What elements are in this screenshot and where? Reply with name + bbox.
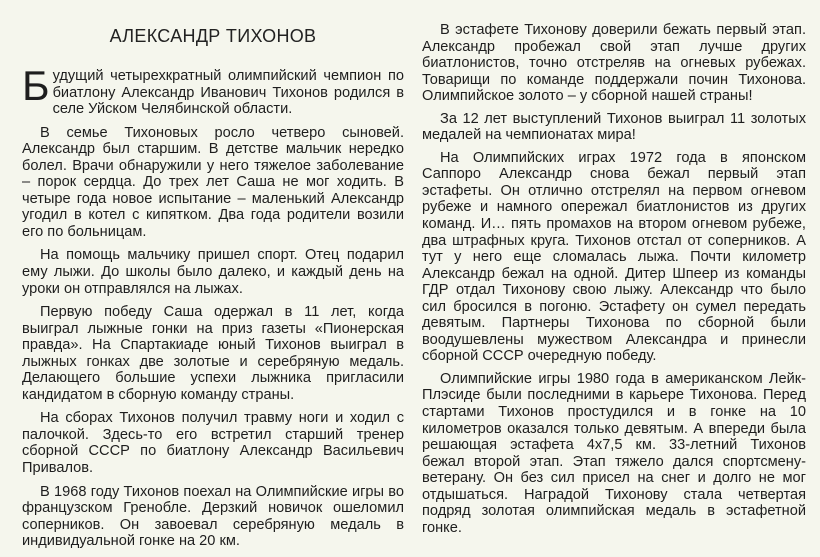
article-title: АЛЕКСАНДР ТИХОНОВ <box>109 26 317 46</box>
paragraph: На сборах Тихонов получил травму ноги и ходил с палочкой. Здесь-то его встретил старший тренер сборной СССР по биатлону Александр Васильевич Привалов. <box>22 410 404 477</box>
intro-paragraph <box>22 62 404 118</box>
paragraph: За 12 лет выступлений Тихонов выиграл 11 золотых медалей на чемпионатах мира! <box>422 110 806 144</box>
paragraph: На помощь мальчику пришел спорт. Отец подарил ему лыжи. До школы было далеко, и каждый день на уроки он отправлялся на лыжах. <box>22 247 404 297</box>
left-column <box>22 0 404 557</box>
drop-cap: Б <box>22 62 50 109</box>
right-column <box>422 22 806 542</box>
paragraph: Первую победу Саша одержал в 11 лет, когда выиграл лыжные гонки на приз газеты «Пионерская правда». На Спартакиаде юный Тихонов выиграл в лыжных гонках две золотые и серебряную медаль. Делающего большие успехи лыжника пригласили кандидатом в сборную команду страны. <box>22 304 404 403</box>
paragraph: В 1968 году Тихонов поехал на Олимпийские игры во французском Гренобле. Дерзкий новичок ошеломил соперников. Он завоевал серебряную медаль в индивидуальной гонке на 20 км. <box>22 483 404 550</box>
paragraph: На Олимпийских играх 1972 года в японском Саппоро Александр снова бежал первый этап эстафеты. Он отлично отстрелял на первом огневом рубеже и намного опережал биатлонистов из других команд. И… пять промахов на втором огневом рубеже, два штрафных круга. Тихонов отстал от соперников. А тут у него еще сломалась лыжа. Почти километр Александр бежал на одной. Дитер Шпеер из команды ГДР отдал Тихонову свою лыжу. Александр что было сил бросился в погоню. Эстафету он сумел передать девятым. Партнеры Тихонова по сборной были воодушевлены мужеством Александра и принесли сборной СССР очередную победу. <box>422 149 806 365</box>
paragraph: Олимпийские игры 1980 года в американском Лейк-Плэсиде были последними в карьере Тихонова. Перед стартами Тихонов простудился и в гонке на 10 километров оказался только девятым. А впереди была решающая эстафета 4х7,5 км. 33-летний Тихонов бежал второй этап. Этап тяжело дался спортсмену-ветерану. Он без сил присел на снег и долго не мог отдышаться. Наградой Тихонову стала четвертая подряд золотая олимпийская медаль в эстафетной гонке. <box>422 370 806 536</box>
paragraph: В эстафете Тихонову доверили бежать первый этап. Александр пробежал свой этап лучше других биатлонистов, точно отстреляв на огневых рубежах. Товарищи по команде поддержали почин Тихонова. Олимпийское золото – у сборной нашей страны! <box>422 22 806 105</box>
intro-text: удущий четырехкратный олимпийский чемпион по биатлону Александр Иванович Тихонов родился в селе Уйском Челябинской области. <box>52 68 404 118</box>
paragraph: В семье Тихоновых росло четверо сыновей. Александр был старшим. В детстве мальчик нередко болел. Врачи обнаружили у него тяжелое заболевание – порок сердца. До трех лет Саша не мог ходить. В четыре года новое испытание – маленький Александр угодил в котел с кипятком. Два года родители возили его по больницам. <box>22 124 404 240</box>
